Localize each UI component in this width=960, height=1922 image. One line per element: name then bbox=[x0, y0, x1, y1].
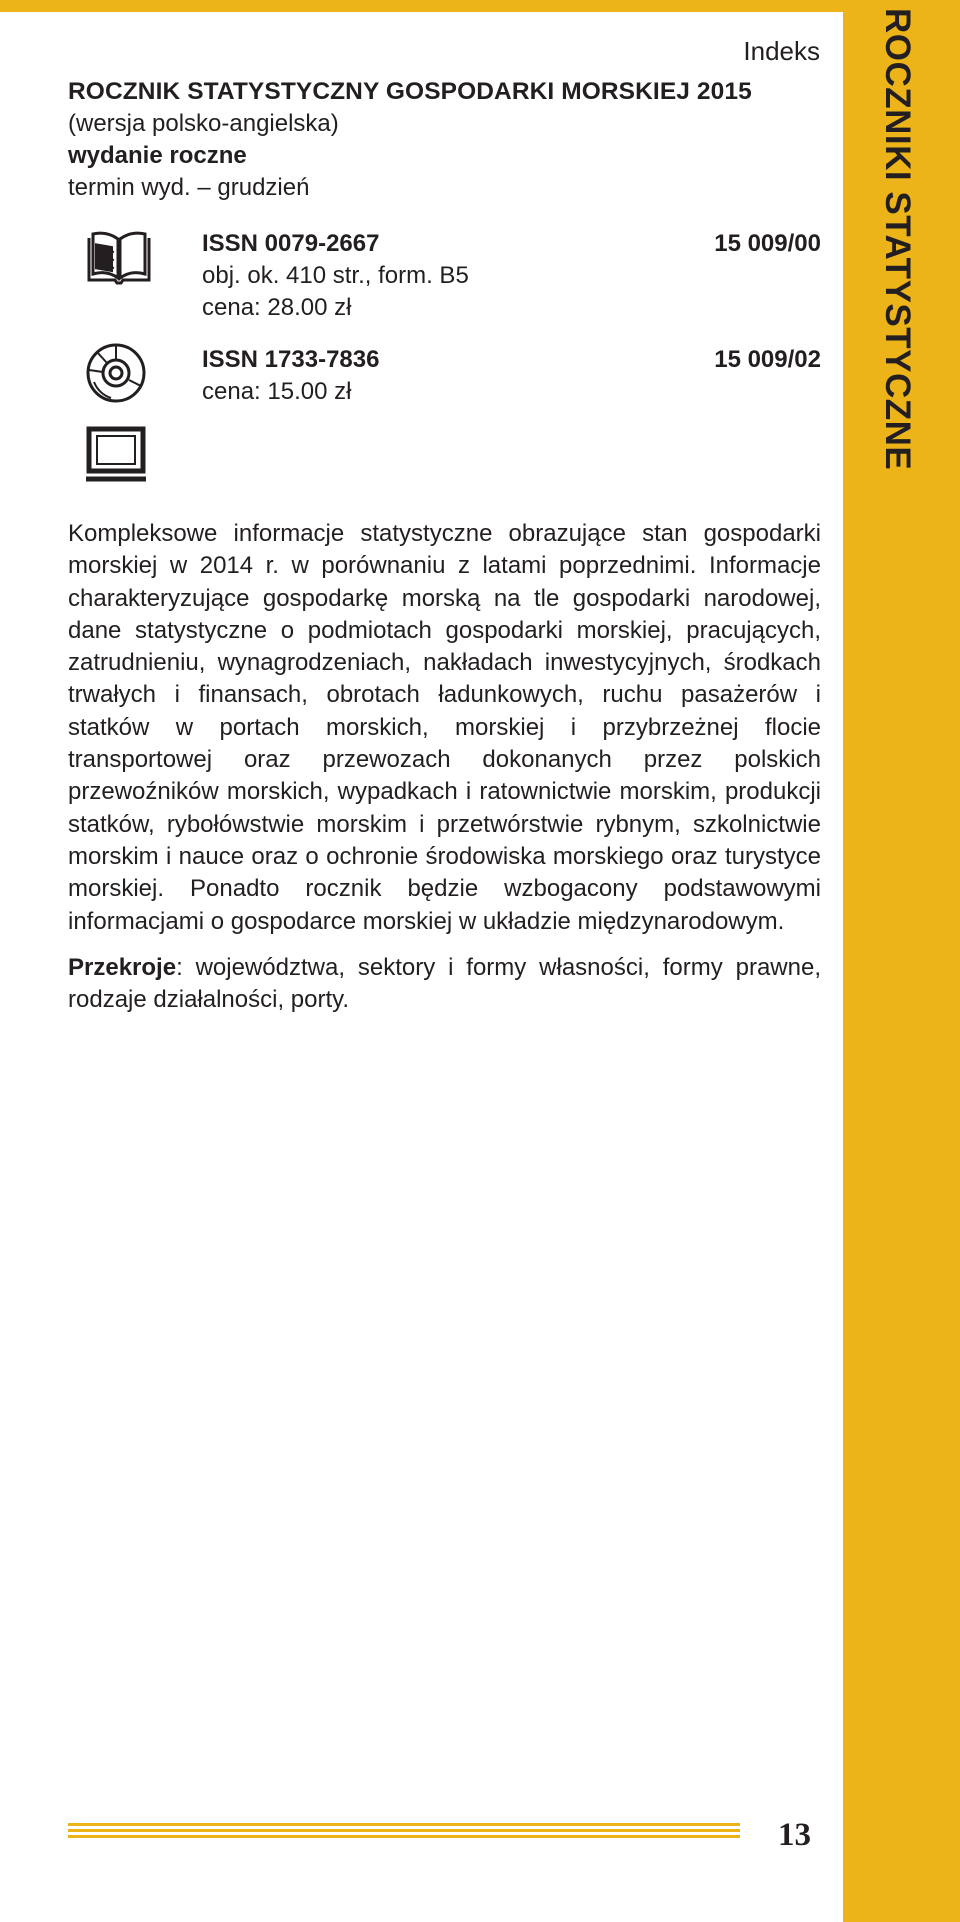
publication-version: (wersja polsko-angielska) bbox=[68, 110, 339, 137]
product-list bbox=[68, 228, 821, 518]
cd-issn: ISSN 1733-7836 bbox=[202, 346, 380, 373]
cross-sections-label: Przekroje bbox=[68, 953, 177, 981]
cd-code: 15 009/02 bbox=[714, 346, 821, 373]
monitor-icon bbox=[86, 426, 146, 486]
cross-sections bbox=[68, 952, 821, 1016]
footer-lines bbox=[68, 1823, 740, 1844]
cd-price: cena: 15.00 zł bbox=[202, 378, 352, 405]
print-issn: ISSN 0079-2667 bbox=[202, 230, 380, 257]
print-price: cena: 28.00 zł bbox=[202, 294, 352, 321]
publication-frequency: wydanie roczne bbox=[68, 142, 247, 169]
product-print bbox=[202, 228, 821, 324]
header-label: Indeks bbox=[743, 36, 820, 66]
sidebar-section-title: ROCZNIKI STATYSTYCZNE bbox=[878, 8, 917, 471]
page-number: 13 bbox=[778, 1817, 811, 1853]
print-pages: obj. ok. 410 str., form. B5 bbox=[202, 262, 469, 289]
cd-icon bbox=[85, 342, 147, 404]
top-accent-bar bbox=[0, 0, 960, 12]
description: Kompleksowe informacje statystyczne obrazujące stan gospodarki morskiej w 2014 r. w porównaniu z latami poprzednimi. Informacje charakteryzujące gospodarkę morską na tle gospodarki narodowej, dane statystyczne o podmiotach gospodarki morskiej, pracujących, zatrudnieniu, wynagrodzeniach, nakładach inwestycyjnych, środkach trwałych i finansach, obrotach ładunkowych, ruchu pasażerów i statków w portach morskich, morskiej i przybrzeżnej flocie transportowej oraz przewozach dokonanych przez polskich przewoźników morskich, wypadkach i ratownictwie morskim, produkcji statków, rybołówstwie morskim i przetwórstwie rybnym, szkolnictwie morskim i nauce oraz o ochronie środowiska morskiego oraz turystyce morskiej. Ponadto rocznik będzie wzbogacony podstawowymi informacjami o gospodarce morskiej w układzie międzynarodowym. bbox=[68, 520, 821, 935]
publication-entry bbox=[68, 76, 821, 1016]
publication-release-date: termin wyd. – grudzień bbox=[68, 174, 310, 201]
print-code: 15 009/00 bbox=[714, 230, 821, 257]
cross-sections-text: : województwa, sektory i formy własności, formy prawne, rodzaje działalności, porty. bbox=[68, 953, 821, 1013]
publication-title: ROCZNIK STATYSTYCZNY GOSPODARKI MORSKIEJ 2015 bbox=[68, 78, 752, 105]
product-cd bbox=[202, 344, 821, 408]
book-icon bbox=[83, 230, 155, 286]
